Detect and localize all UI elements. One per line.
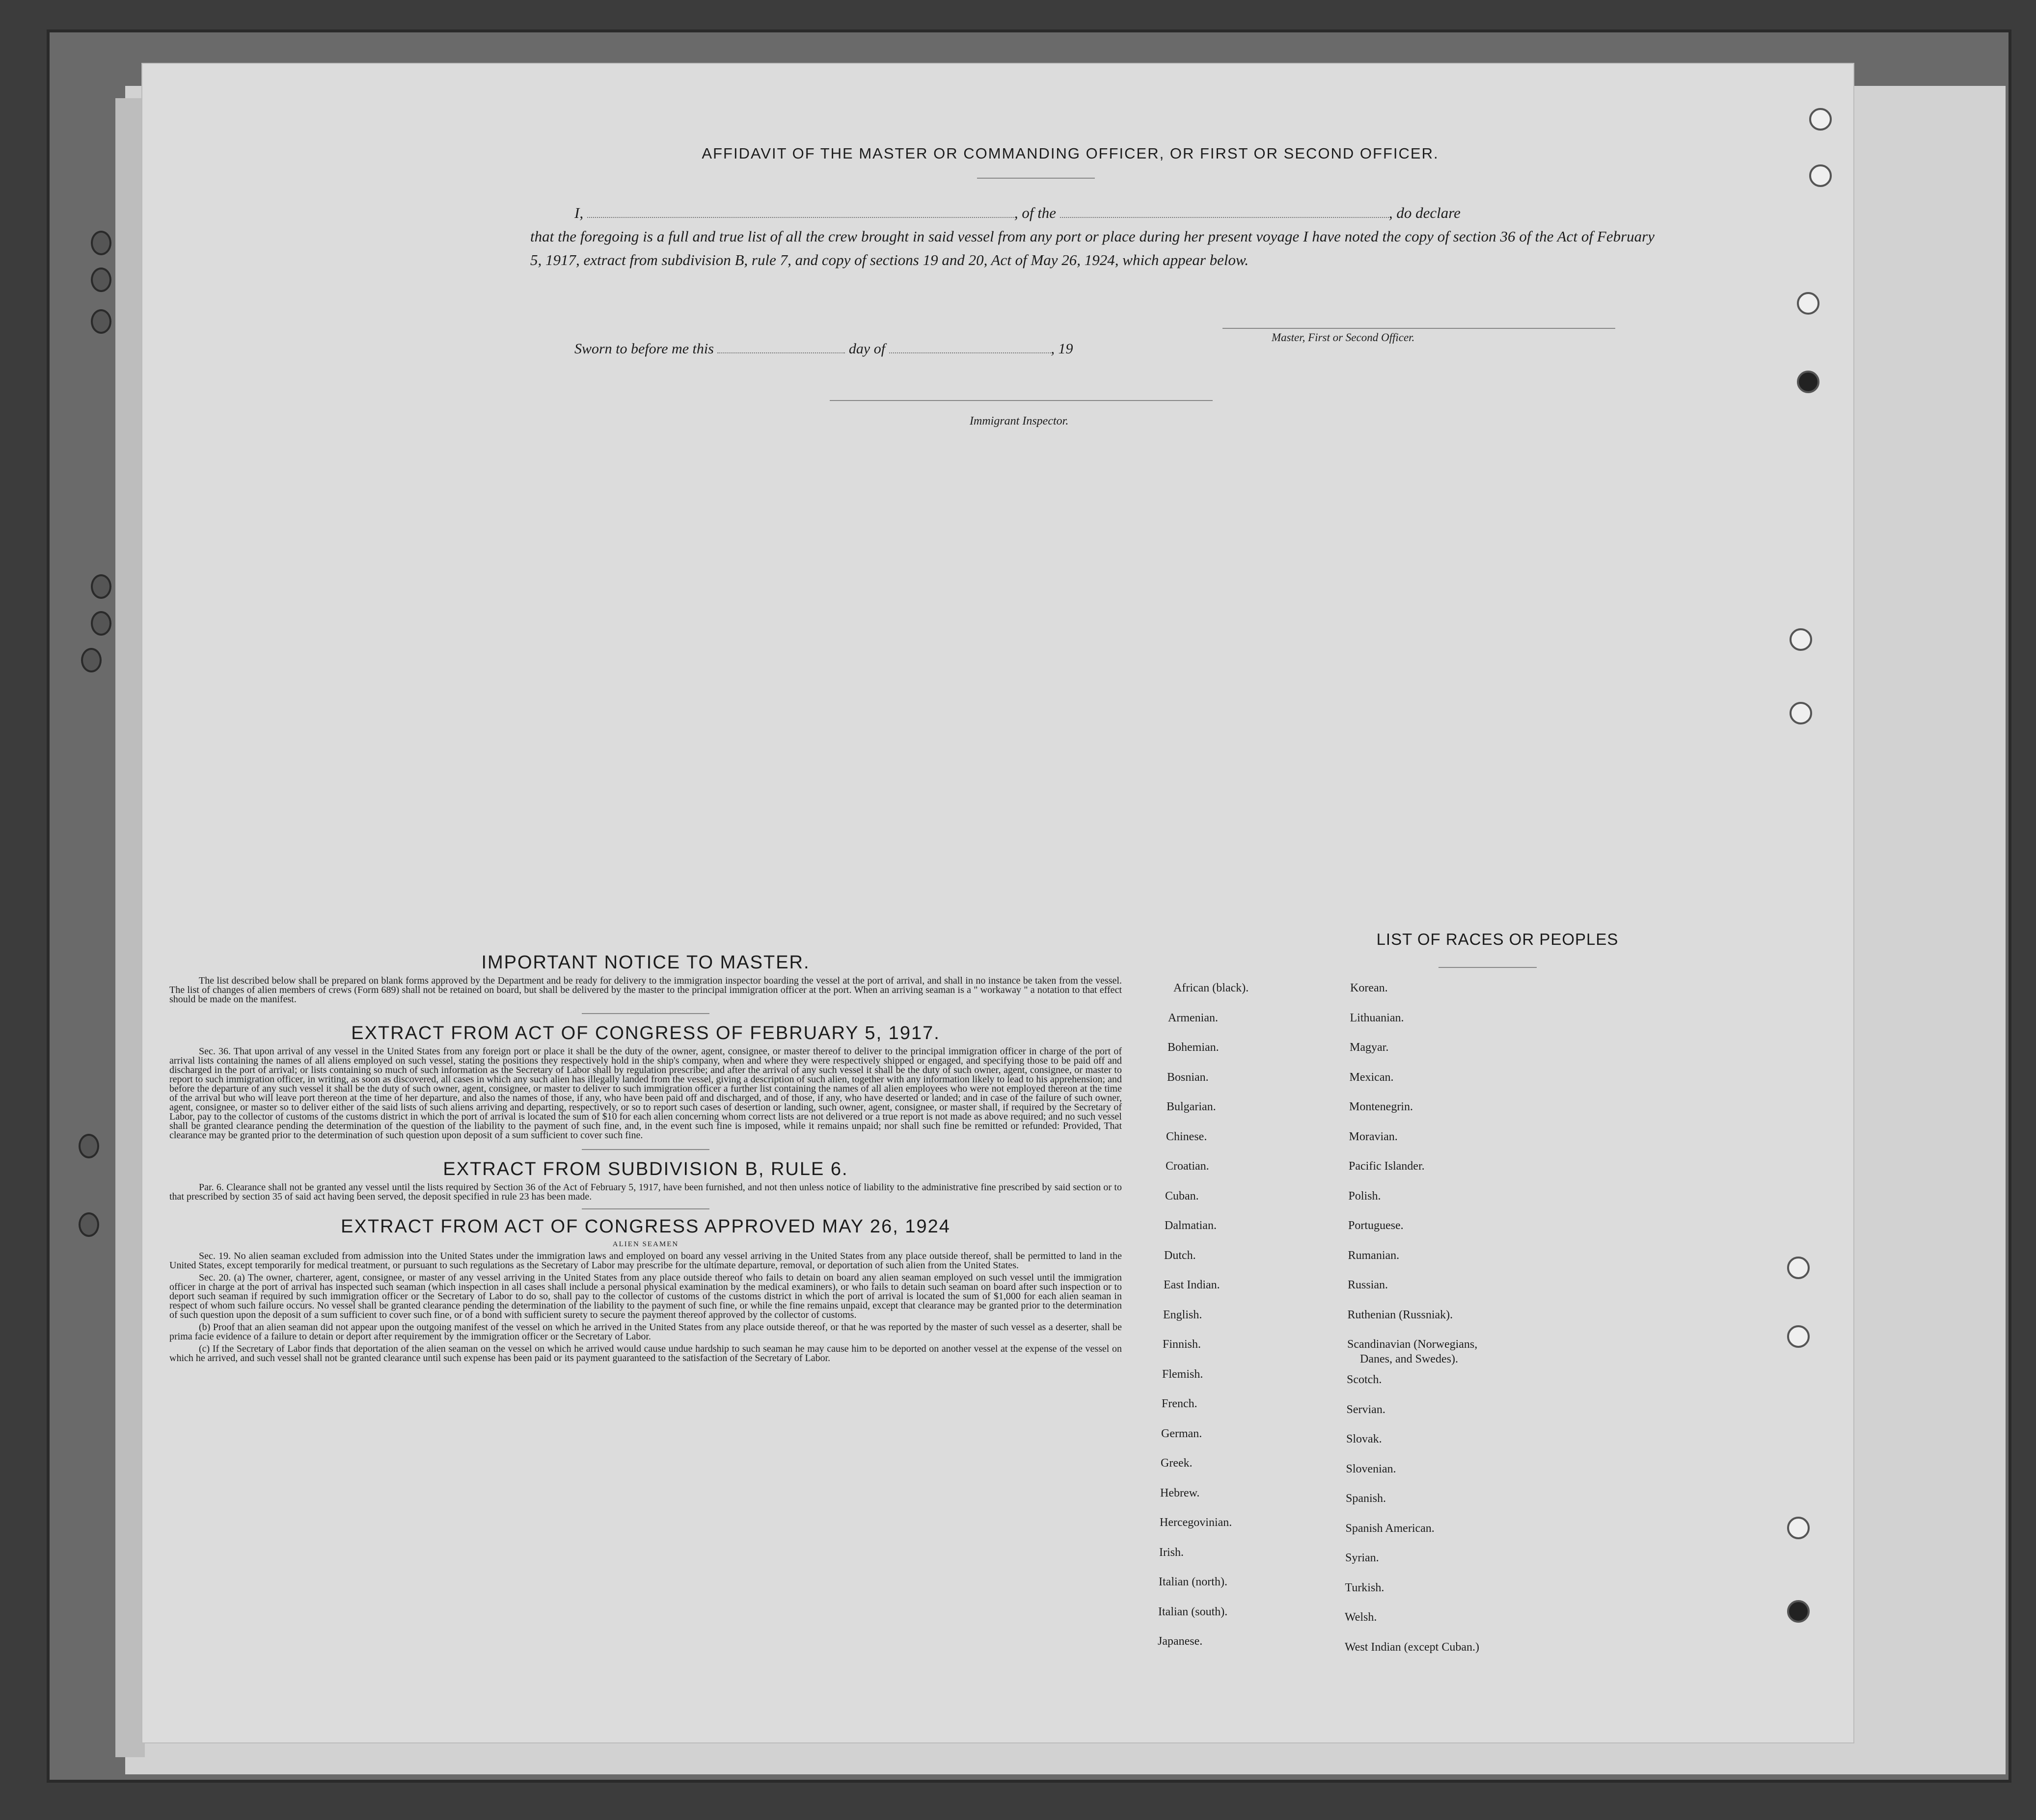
race-item: Bosnian. — [1167, 1071, 1209, 1084]
race-item: Pacific Islander. — [1349, 1160, 1425, 1173]
race-item: Syrian. — [1345, 1552, 1379, 1564]
vessel-blank — [1060, 203, 1389, 218]
races-title-divider — [1439, 967, 1537, 968]
binder-hole-icon — [79, 1134, 99, 1158]
race-item: Magyar. — [1350, 1041, 1389, 1054]
race-item: Hebrew. — [1160, 1486, 1200, 1499]
extract-1917-heading: EXTRACT FROM ACT OF CONGRESS OF FEBRUARY 5, 1917. — [351, 1023, 940, 1044]
punch-hole-icon — [1809, 108, 1832, 131]
race-item: Flemish. — [1162, 1367, 1203, 1381]
race-item: Armenian. — [1168, 1011, 1218, 1024]
punch-hole-icon — [1790, 702, 1812, 724]
punch-hole-icon — [1787, 1257, 1810, 1279]
race-item: Spanish American. — [1345, 1522, 1435, 1535]
sworn-prefix: Sworn to before me this — [574, 341, 714, 357]
binder-hole-icon — [79, 1212, 99, 1237]
race-item: Mexican. — [1349, 1071, 1394, 1084]
punch-hole-icon — [1787, 1325, 1810, 1348]
race-item: Servian. — [1346, 1403, 1385, 1416]
binder-hole-icon — [91, 611, 111, 636]
race-item: Italian (south). — [1158, 1605, 1228, 1618]
sec-20a-text: Sec. 20. (a) The owner, charterer, agent, consignee, or master of any vessel arriving in the United States from any place outside thereof who fails to detain on board any alien seaman employed on such vessel until the immigration officer in charge at the port of arrival has inspected such seaman (which inspection in all cases shall include a personal physical examination by the medical examiners), or who fails to detain such seaman on board after such inspection or to deport such seaman if required by such immigration officer or the Secretary of Labor to do so, shall pay to the collector of customs of the customs district in which the port of arrival is located the sum of $1,000 for each alien seaman in respect of whom such failure occurs. No vessel shall be granted clearance pending the determination of the liability to the payment of such fine, or while the fine remains unpaid, except that clearance may be granted prior to the determination of such question upon the deposit of a sum sufficient to cover such fine, or of a bond with sufficient surety to secure the payment thereof approved by the collector of customs. — [169, 1272, 1122, 1320]
binder-hole-icon — [91, 309, 111, 334]
race-item: West Indian (except Cuban.) — [1345, 1640, 1479, 1654]
notice-heading: IMPORTANT NOTICE TO MASTER. — [481, 952, 810, 973]
race-item: Dutch. — [1164, 1249, 1196, 1262]
race-item: East Indian. — [1164, 1279, 1220, 1291]
sworn-day-of: day of — [848, 341, 886, 357]
race-item: Lithuanian. — [1350, 1011, 1404, 1024]
master-signature-label: Master, First or Second Officer. — [1272, 331, 1415, 344]
race-item: Montenegrin. — [1349, 1100, 1413, 1113]
race-item: Slovak. — [1346, 1433, 1382, 1445]
sworn-month-blank — [889, 339, 1051, 353]
race-item: Welsh. — [1345, 1611, 1377, 1624]
race-item: Slovenian. — [1346, 1462, 1396, 1475]
extract-1924-heading: EXTRACT FROM ACT OF CONGRESS APPROVED MAY 26, 1924 — [341, 1216, 950, 1237]
name-blank — [587, 203, 1014, 218]
declaration-body: that the foregoing is a full and true list of all the crew brought in said vessel from any port or place during her present voyage I have noted the copy of section 36 of the Act of February 5, 1917, extract from subdivision B, rule 7, and copy of sections 19 and 20, Act of May 26, 1924, which appear below. — [530, 228, 1655, 268]
race-item: Greek. — [1161, 1457, 1193, 1470]
notice-text: The list described below shall be prepared on blank forms approved by the Department and be ready for delivery to the immigration inspector boarding the vessel at the port of arrival, and shall in no instance be taken from the vessel. The list of changes of alien members of crews (Form 689) shall not be retained on board, but shall be delivered by the master to the principal immigration officer at the port. When an arriving seaman is a " workaway " a notation to that effect should be made on the manifest. — [169, 975, 1122, 1005]
extract-rule6-text: Par. 6. Clearance shall not be granted any vessel until the lists required by Section 36 of the Act of February 5, 1917, have been furnished, and not then unless notice of liability to the administrative fine prescribed by said section or to that prescribed by section 35 of said act having been served, the deposit specified in rule 23 has been made. — [169, 1182, 1122, 1202]
sec-19-text: Sec. 19. No alien seaman excluded from admission into the United States under the immigration laws and employed on board any vessel arriving in the United States from any place outside thereof, shall be permitted to land in the United States, except temporarily for medical treatment, or pursuant to such regulations as the Secretary of Labor may prescribe for the ultimate departure, removal, or deportation of such alien from the United States. — [169, 1251, 1122, 1271]
race-item: Russian. — [1348, 1279, 1388, 1291]
race-item: Danes, and Swedes). — [1360, 1353, 1458, 1365]
race-item: Spanish. — [1346, 1492, 1386, 1505]
race-item: Cuban. — [1165, 1189, 1199, 1203]
extract-rule6-heading: EXTRACT FROM SUBDIVISION B, RULE 6. — [443, 1159, 848, 1179]
race-item: Finnish. — [1163, 1338, 1201, 1351]
sworn-line — [574, 339, 1073, 357]
race-item: Portuguese. — [1348, 1219, 1404, 1232]
extract-1917-text: Sec. 36. That upon arrival of any vessel in the United States from any foreign port or place it shall be the duty of the owner, agent, consignee, or master thereof to deliver to the principal immigration officer in charge of the port of arrival lists containing the names of all aliens employed on such vessel, stating the positions they respectively hold in the ship's company, when and where they were respectively shipped or engaged, and specifying those to be paid off and discharged in the port of arrival; or lists containing so much of such information as the Secretary of Labor shall by regulation prescribe; and after the arrival of any such vessel it shall be the duty of such owner, agent, consignee, or master to report to such immigration officer, in writing, as soon as discovered, all cases in which any such alien has illegally landed from the vessel, giving a description of such alien, together with any information likely to lead to his apprehension; and before the departure of any such vessel it shall be the duty of such owner, agent, consignee, or master to deliver to such immigration officer a further list containing the names of all alien employees who were not employed thereon at the time of the arrival but who will leave port thereon at the time of her departure, and also the names of those, if any, who have been paid off and discharged, and of those, if any, who have deserted or landed; and in case of the failure of such owner, agent, consignee, or master so to deliver either of the said lists of such aliens arriving and departing, respectively, or so to report such cases of desertion or landing, such owner, agent, consignee, or master shall, if required by the Secretary of Labor, pay to the collector of customs of the customs district in which the port of arrival is located the sum of $10 for each alien concerning whom correct lists are not delivered or a true report is not made as above required; and no such vessel shall be granted clearance pending the determination of the question of the liability to the payment of such fine, and, in the event such fine is imposed, while it remains unpaid; nor shall such fine be remitted or refunded: Provided, That clearance may be granted prior to the determination of such question upon deposit of a sum sufficient to cover such fine. — [169, 1046, 1122, 1141]
race-item: Irish. — [1159, 1546, 1184, 1559]
declaration-i: I, — [574, 204, 584, 221]
punch-hole-icon — [1797, 371, 1819, 393]
race-item: Bulgarian. — [1167, 1100, 1216, 1113]
sec-20c-text: (c) If the Secretary of Labor finds that deportation of the alien seaman on the vessel on which he arrived would cause undue hardship to such seaman he may cause him to be deported on another vessel at the expense of the vessel on which he arrived, and such vessel shall not be granted clearance until such expense has been paid or its payment guaranteed to the satisfaction of the Secretary of Labor. — [169, 1343, 1122, 1364]
race-item: Korean. — [1350, 982, 1388, 994]
punch-hole-icon — [1787, 1600, 1810, 1623]
notice-block — [169, 952, 1122, 1363]
race-item: Chinese. — [1166, 1130, 1207, 1143]
race-item: Turkish. — [1345, 1581, 1384, 1594]
sec-20b-text: (b) Proof that an alien seaman did not appear upon the outgoing manifest of the vessel on which he arrived in the United States from any place outside thereof, or that he was reported by the master of such vessel as a deserter, shall be prima facie evidence of a failure to detain or deport after requirement by the immigration officer or the Secretary of Labor. — [169, 1322, 1122, 1342]
race-item: Bohemian. — [1167, 1041, 1219, 1054]
race-item: German. — [1161, 1427, 1202, 1440]
section-divider — [582, 1149, 709, 1150]
punch-hole-icon — [1797, 292, 1819, 315]
inspector-signature-label: Immigrant Inspector. — [970, 415, 1069, 428]
binder-hole-icon — [91, 574, 111, 599]
punch-hole-icon — [1787, 1517, 1810, 1539]
sworn-day-blank — [717, 339, 845, 353]
binder-hole-icon — [91, 231, 111, 255]
race-item: Japanese. — [1158, 1635, 1203, 1648]
declaration-do-declare: , do declare — [1388, 204, 1461, 221]
master-signature-line — [1222, 328, 1615, 329]
inspector-signature-line — [830, 400, 1213, 401]
race-item: English. — [1163, 1308, 1202, 1321]
race-item: Dalmatian. — [1165, 1219, 1217, 1232]
binder-hole-icon — [81, 648, 102, 672]
punch-hole-icon — [1809, 164, 1832, 187]
races-list — [1158, 982, 1718, 1669]
extract-1924-subheading: ALIEN SEAMEN — [612, 1240, 679, 1248]
race-item: Polish. — [1348, 1189, 1381, 1203]
race-item: African (black). — [1173, 982, 1249, 994]
declaration-of-the: , of the — [1014, 204, 1057, 221]
section-divider — [582, 1013, 709, 1014]
affidavit-title: AFFIDAVIT OF THE MASTER OR COMMANDING OFFICER, OR FIRST OR SECOND OFFICER. — [702, 145, 1439, 162]
page-stack-edge — [115, 98, 145, 1757]
race-item: Croatian. — [1166, 1160, 1209, 1173]
title-divider — [977, 178, 1095, 179]
binder-hole-icon — [91, 268, 111, 292]
race-item: Ruthenian (Russniak). — [1347, 1308, 1453, 1321]
race-item: Moravian. — [1349, 1130, 1398, 1143]
race-item: Scotch. — [1347, 1373, 1382, 1386]
punch-hole-icon — [1790, 628, 1812, 651]
affidavit-declaration — [530, 201, 1655, 272]
race-item: Italian (north). — [1159, 1576, 1227, 1588]
document-page — [142, 64, 1853, 1742]
race-item: Hercegovinian. — [1160, 1516, 1232, 1529]
declaration-first-line — [530, 201, 1655, 225]
race-item: Rumanian. — [1348, 1249, 1400, 1262]
race-item: French. — [1162, 1397, 1197, 1410]
races-title: LIST OF RACES OR PEOPLES — [1376, 930, 1619, 948]
race-item: Scandinavian (Norwegians, — [1347, 1338, 1478, 1351]
sworn-year: , 19 — [1051, 341, 1073, 357]
section-divider — [582, 1208, 709, 1209]
